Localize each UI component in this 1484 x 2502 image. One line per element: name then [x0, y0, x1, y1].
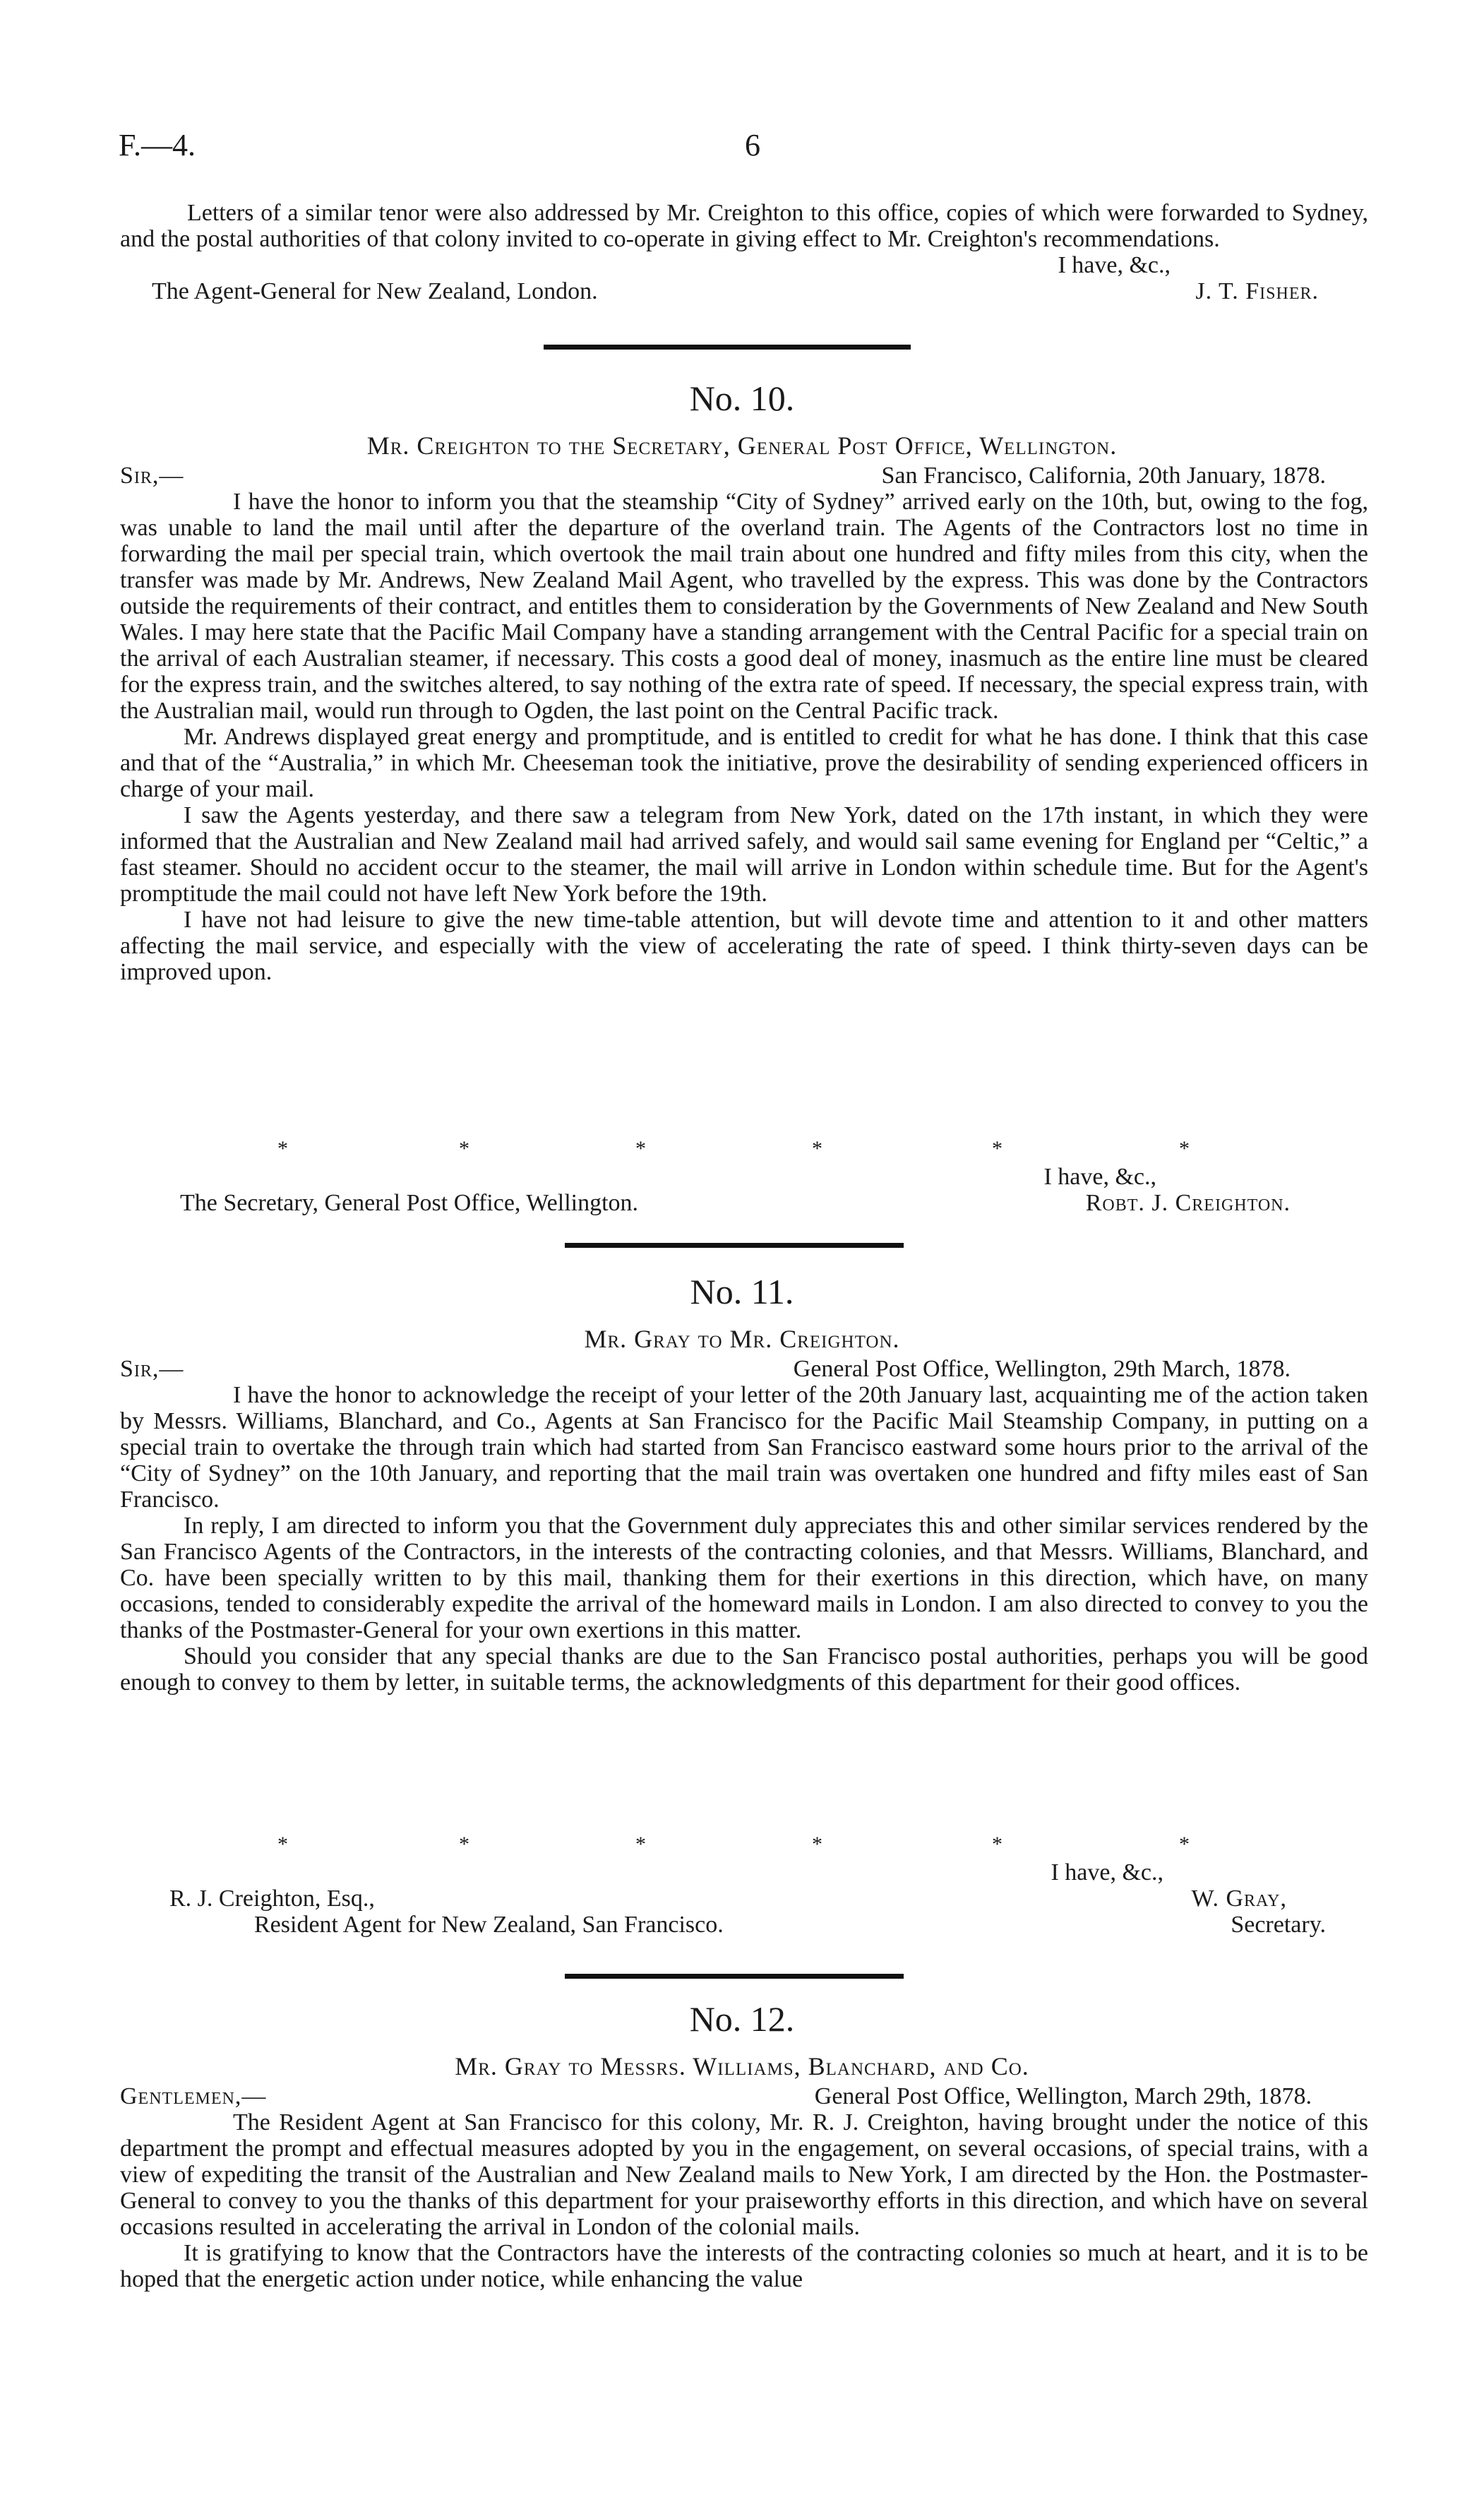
divider-rule [565, 1243, 904, 1248]
letter-10-closing: I have, &c., [1043, 1164, 1156, 1190]
letter-12-paragraph: The Resident Agent at San Francisco for this colony, Mr. R. J. Creighton, having brought under the notice of this department the prompt and effectual measures adopted by you in the engagement, on several occasions, of special trains, with a view of expediting the transit of the Australian and New Zealand mails to New York, I am directed by the Hon. the Postmaster-General to convey to you the thanks of this department for your praiseworthy efforts in this direction, and which have on several occasions resulted in accelerating the arrival in London of the colonial mails. [120, 2109, 1368, 2240]
letter-11-place-date: General Post Office, Wellington, 29th March, 1878. [793, 1356, 1291, 1382]
letter-11-body [120, 1356, 1368, 1696]
letter-11-paragraph: I have the honor to acknowledge the receipt of your letter of the 20th January last, acquainting me of the action taken by Messrs. Williams, Blanchard, and Co., Agents at San Francisco for the Pacific Mail Steamship Company, in putting on a special train to overtake the through train which had started from San Francisco eastward some hours prior to the arrival of the “City of Sydney” on the 10th January, and reporting that the mail train was overtaken one hundred and fifty miles east of San Francisco. [120, 1382, 1368, 1513]
star: * [635, 1137, 646, 1160]
intro-paragraph: Letters of a similar tenor were also addressed by Mr. Creighton to this office, copies of which were forwarded to Sydney, and the postal authorities of that colony invited to co-operate in giving effect to Mr. Creighton's recommendations. [120, 200, 1368, 252]
intro-closing-row [120, 252, 1368, 278]
page-number: 6 [745, 128, 760, 162]
letter-11-salutation: Sir,— [120, 1356, 184, 1382]
letter-11-paragraph: Should you consider that any special thanks are due to the San Francisco postal authorities, perhaps you will be good enough to convey to them by letter, in suitable terms, the acknowledgments of this department for their good offices. [120, 1643, 1368, 1696]
letter-12-paragraph: It is gratifying to know that the Contractors have the interests of the contracting colonies so much at heart, and it is to be hoped that the energetic action under notice, while enhancing the value [120, 2240, 1368, 2292]
letter-11-paragraph: In reply, I am directed to inform you that the Government duly appreciates this and other similar services rendered by the San Francisco Agents of the Contractors, in the interests of the contracting colonies, and that Messrs. Williams, Blanchard, and Co. have been specially written to by this mail, thanking them for their exertions in this direction, which have, on many occasions, tended to considerably expedite the arrival of the homeward mails in London. I am also directed to convey to you the thanks of the Postmaster-General for your own exertions in this matter. [120, 1513, 1368, 1643]
letter-11-signoff [120, 1859, 1368, 1938]
letter-10-paragraph: I have the honor to inform you that the steamship “City of Sydney” arrived early on the 10th, but, owing to the fog, was unable to land the mail until after the departure of the overland train. The Agents of the Contractors lost no time in forwarding the mail per special train, which overtook the mail train about one hundred and fifty miles from this city, when the transfer was made by Mr. Andrews, New Zealand Mail Agent, who travelled by the express. This was done by the Contractors outside the requirements of their contract, and entitles them to consideration by the Governments of New Zealand and New South Wales. I may here state that the Pacific Mail Company have a standing arrangement with the Central Pacific for a special train on the arrival of each Australian steamer, if necessary. This costs a good deal of money, inasmuch as the entire line must be cleared for the express train, and the switches altered, to say nothing of the extra rate of speed. If necessary, the special express train, with the Australian mail, would run through to Ogden, the last point on the Central Pacific track. [120, 489, 1368, 724]
intro-closing: I have, &c., [1058, 252, 1171, 278]
letter-12-body [120, 2083, 1368, 2292]
letter-10-heading: Mr. Creighton to the Secretary, General Post Office, Wellington. [366, 431, 1118, 460]
letter-10-place-date: San Francisco, California, 20th January, 1878. [881, 463, 1326, 489]
letter-11-number: No. 11. [690, 1272, 794, 1311]
star: * [635, 1833, 646, 1856]
star: * [992, 1833, 1003, 1856]
letter-10-paragraph: I have not had leisure to give the new time-table attention, but will devote time and attention to it and other matters affecting the mail service, and especially with the view of accelerating the rate of speed. I think thirty-seven days can be improved upon. [120, 907, 1368, 985]
letter-10-sign-row [120, 1190, 1368, 1216]
divider-rule [544, 345, 911, 350]
letter-12-number: No. 12. [689, 1999, 795, 2039]
letter-11-closing-row [120, 1859, 1368, 1886]
letter-11-signature: W. Gray, [1191, 1886, 1287, 1912]
star: * [277, 1833, 288, 1856]
letter-10-closing-row [120, 1164, 1368, 1190]
letter-12-salutation: Gentlemen,— [120, 2083, 267, 2109]
star: * [992, 1137, 1003, 1160]
intro-block [120, 200, 1368, 304]
star: * [812, 1137, 822, 1160]
letter-11-heading: Mr. Gray to Mr. Creighton. [584, 1325, 900, 1353]
letter-11-title-row [120, 1912, 1368, 1938]
star: * [277, 1137, 288, 1160]
letter-10-paragraph: Mr. Andrews displayed great energy and promptitude, and is entitled to credit for what he has done. I think that this case and that of the “Australia,” in which Mr. Cheeseman took the initiative, prove the desirability of sending experienced officers in charge of your mail. [120, 724, 1368, 802]
letter-11-sign-row [120, 1886, 1368, 1912]
letter-12-heading: Mr. Gray to Messrs. Williams, Blanchard, and Co. [455, 2052, 1029, 2080]
document-reference: F.—4. [119, 128, 196, 162]
letter-11-closing: I have, &c., [1051, 1859, 1163, 1886]
letter-10-signature: Robt. J. Creighton. [1085, 1190, 1291, 1216]
star: * [459, 1833, 469, 1856]
star: * [1179, 1833, 1190, 1856]
intro-sign-row [120, 278, 1368, 304]
letter-10-paragraph: I saw the Agents yesterday, and there saw a telegram from New York, dated on the 17th instant, in which they were informed that the Australian and New Zealand mail had arrived safely, and would sail same evening for England per “Celtic,” a fast steamer. Should no accident occur to the steamer, the mail will arrive in London within schedule time. But for the Agent's promptitude the mail could not have left New York before the 19th. [120, 802, 1368, 907]
letter-10-signoff [120, 1164, 1368, 1216]
divider-rule [565, 1974, 904, 1979]
star: * [1179, 1137, 1190, 1160]
letter-10-salutation-row [120, 463, 1368, 489]
letter-10-body [120, 463, 1368, 985]
letter-11-recipient-name: R. J. Creighton, Esq., [169, 1886, 375, 1912]
letter-10-salutation: Sir,— [120, 463, 184, 489]
letter-12-place-date: General Post Office, Wellington, March 29th, 1878. [814, 2083, 1312, 2109]
letter-11-signature-title: Secretary. [1231, 1912, 1326, 1938]
letter-12-salutation-row [120, 2083, 1368, 2109]
letter-11-recipient-title: Resident Agent for New Zealand, San Francisco. [254, 1912, 724, 1938]
intro-signature: J. T. Fisher. [1195, 278, 1319, 304]
star: * [812, 1833, 822, 1856]
letter-10-number: No. 10. [689, 379, 795, 418]
letter-10-addressee: The Secretary, General Post Office, Wellington. [180, 1190, 639, 1216]
letter-11-salutation-row [120, 1356, 1368, 1382]
intro-addressee: The Agent-General for New Zealand, London. [152, 278, 598, 304]
star: * [459, 1137, 469, 1160]
